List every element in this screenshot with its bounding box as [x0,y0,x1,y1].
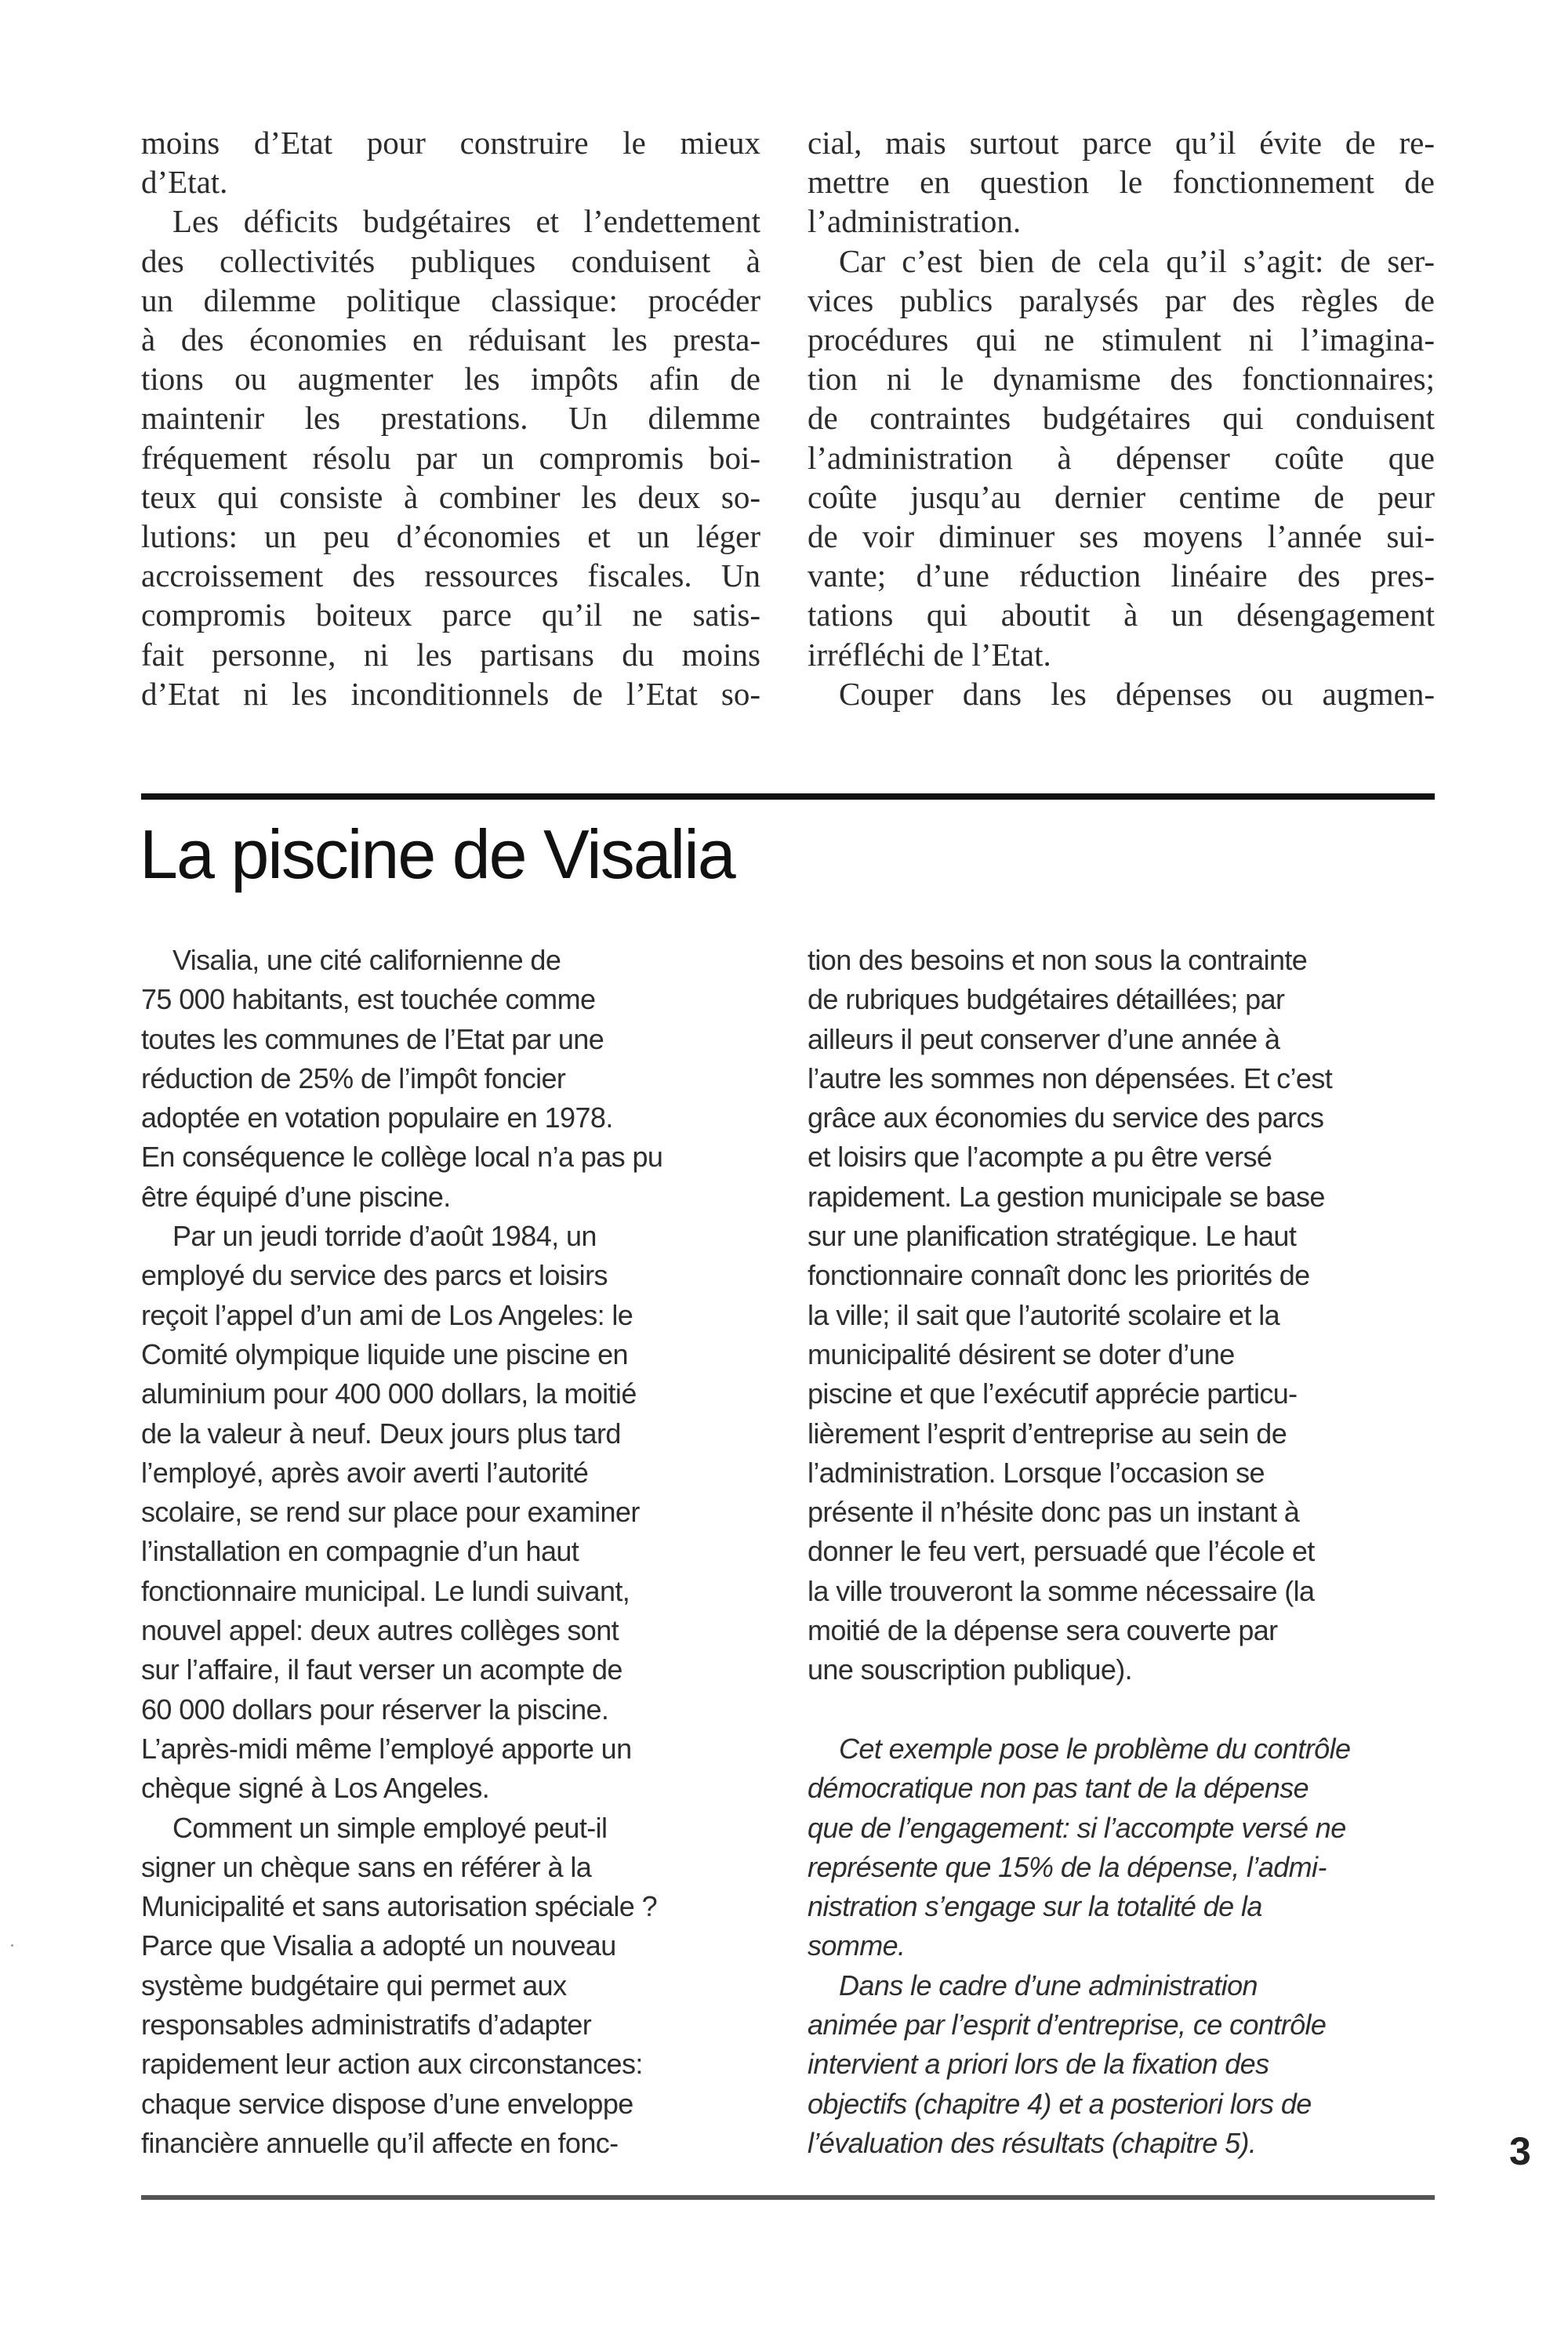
text-line: intervient a priori lors de la fixation des [808,2048,1269,2081]
text-line: somme. [808,1929,906,1962]
text-line: présente il n’hésite donc pas un instant à [808,1496,1300,1529]
text-line: coûte jusqu’au dernier centime de peur [808,478,1435,515]
text-line: En conséquence le collège local n’a pas pu [141,1141,663,1174]
text-line: un dilemme politique classique: procéder [141,281,760,318]
text-line: 75 000 habitants, est touchée comme [141,983,596,1016]
text-line: tion des besoins et non sous la contrainte [808,944,1308,976]
text-line: nistration s’engage sur la totalité de la [808,1890,1262,1923]
top-left-column [141,123,760,713]
text-line: lièrement l’esprit d’entreprise au sein de [808,1417,1287,1450]
text-line: procédures qui ne stimulent ni l’imagina- [808,321,1435,358]
text-line: signer un chèque sans en référer à la [141,1850,592,1883]
text-line: donner le feu vert, persuadé que l’école et [808,1535,1315,1568]
text-line: de contraintes budgétaires qui conduisent [808,400,1435,437]
text-line: de voir diminuer ses moyens l’année sui- [808,518,1435,555]
text-line: rapidement leur action aux circonstances: [141,2048,643,2081]
text-line: reçoit l’appel d’un ami de Los Angeles: le [141,1298,633,1331]
text-line [808,1690,1450,1729]
text-line: chaque service dispose d’une enveloppe [141,2087,633,2120]
text-line: responsables administratifs d’adapter [141,2009,592,2041]
text-line: fait personne, ni les partisans du moins [141,636,760,673]
text-line: de rubriques budgétaires détaillées; par [808,983,1285,1016]
text-line: l’installation en compagnie d’un haut [141,1535,579,1568]
text-line: fonctionnaire municipal. Le lundi suivant, [141,1574,630,1607]
text-line: Visalia, une cité californienne de [172,944,561,976]
box-right-column [808,941,1450,2163]
text-line: rapidement. La gestion municipale se base [808,1180,1325,1213]
text-line: L’après-midi même l’employé apporte un [141,1732,632,1765]
text-line: Dans le cadre d’une administration [839,1969,1258,2001]
text-line: aluminium pour 400 000 dollars, la moitié [141,1377,637,1410]
text-line: fréquement résolu par un compromis boi- [141,439,760,476]
text-line: maintenir les prestations. Un dilemme [141,400,760,437]
section-divider-rule [141,793,1435,800]
text-line: Parce que Visalia a adopté un nouveau [141,1929,616,1962]
text-line: Couper dans les dépenses ou augmen- [839,675,1435,712]
text-line: piscine et que l’exécutif apprécie particu- [808,1377,1298,1410]
text-line: la ville; il sait que l’autorité scolaire et la [808,1298,1280,1331]
text-line: grâce aux économies du service des parcs [808,1101,1324,1134]
text-line: financière annuelle qu’il affecte en fonc- [141,2126,619,2159]
text-line: sur une planification stratégique. Le haut [808,1220,1297,1253]
text-line: nouvel appel: deux autres collèges sont [141,1614,619,1647]
text-line: 60 000 dollars pour réserver la piscine. [141,1693,609,1726]
text-line: Les déficits budgétaires et l’endettement [172,203,760,240]
text-line: la ville trouveront la somme nécessaire (la [808,1574,1315,1607]
text-line: l’administration. Lorsque l’occasion se [808,1456,1265,1489]
text-line: scolaire, se rend sur place pour examiner [141,1496,640,1529]
text-line: être équipé d’une piscine. [141,1180,451,1213]
box-title: La piscine de Visalia [140,815,735,893]
text-line: moitié de la dépense sera couverte par [808,1614,1278,1647]
text-line: Par un jeudi torride d’août 1984, un [172,1220,597,1253]
text-line: Cet exemple pose le problème du contrôle [839,1732,1351,1765]
text-line: compromis boiteux parce qu’il ne satis- [141,597,760,633]
text-line: fonctionnaire connaît donc les priorités de [808,1259,1310,1292]
box-left-column [141,941,768,2163]
top-right-column [808,123,1435,713]
text-line: employé du service des parcs et loisirs [141,1259,608,1292]
text-line: Comité olympique liquide une piscine en [141,1337,628,1370]
text-line: à des économies en réduisant les presta- [141,321,760,358]
text-line: l’autre les sommes non dépensées. Et c’est [808,1061,1333,1094]
text-line: animée par l’esprit d’entreprise, ce contrôle [808,2009,1327,2041]
text-line: chèque signé à Los Angeles. [141,1772,490,1805]
text-line: l’évaluation des résultats (chapitre 5). [808,2126,1257,2159]
text-line: Municipalité et sans autorisation spéciale ? [141,1890,657,1923]
text-line: municipalité désirent se doter d’une [808,1337,1235,1370]
text-line: ailleurs il peut conserver d’une année à [808,1022,1280,1055]
text-line: d’Etat ni les inconditionnels de l’Etat so- [141,675,760,712]
text-line: d’Etat. [141,164,228,201]
text-line: l’employé, après avoir averti l’autorité [141,1456,589,1489]
text-line: cial, mais surtout parce qu’il évite de re- [808,125,1435,161]
text-line: vante; d’une réduction linéaire des pres- [808,557,1435,594]
text-line: que de l’engagement: si l’accompte versé ne [808,1811,1346,1844]
text-line: système budgétaire qui permet aux [141,1969,567,2001]
text-line: de la valeur à neuf. Deux jours plus tard [141,1417,621,1450]
text-line: Car c’est bien de cela qu’il s’agit: de ser- [839,242,1435,279]
text-line: vices publics paralysés par des règles de [808,281,1435,318]
text-line: démocratique non pas tant de la dépense [808,1772,1309,1805]
scan-speck [11,1944,13,1947]
page-number: 3 [1509,2129,1531,2173]
text-line: une souscription publique). [808,1653,1133,1686]
text-line: toutes les communes de l’Etat par une [141,1022,604,1055]
text-line: tions ou augmenter les impôts afin de [141,361,760,397]
text-line: mettre en question le fonctionnement de [808,164,1435,201]
text-line: réduction de 25% de l’impôt foncier [141,1061,566,1094]
text-line: adoptée en votation populaire en 1978. [141,1101,613,1134]
text-line: des collectivités publiques conduisent à [141,242,760,279]
text-line: moins d’Etat pour construire le mieux [141,125,760,161]
text-line: irréfléchi de l’Etat. [808,636,1051,673]
text-line: sur l’affaire, il faut verser un acompte de [141,1653,622,1686]
text-line: tion ni le dynamisme des fonctionnaires; [808,361,1435,397]
text-line: accroissement des ressources fiscales. Un [141,557,760,594]
text-line: tations qui aboutit à un désengagement [808,597,1435,633]
text-line: objectifs (chapitre 4) et a posteriori lors de [808,2087,1312,2120]
text-line: représente que 15% de la dépense, l’admi- [808,1850,1327,1883]
text-line: lutions: un peu d’économies et un léger [141,518,760,555]
text-line: et loisirs que l’acompte a pu être versé [808,1141,1272,1174]
text-line: l’administration à dépenser coûte que [808,439,1435,476]
text-line: l’administration. [808,203,1022,240]
box-bottom-rule [141,2195,1435,2200]
text-line: teux qui consiste à combiner les deux so- [141,478,760,515]
text-line: Comment un simple employé peut-il [172,1811,608,1844]
